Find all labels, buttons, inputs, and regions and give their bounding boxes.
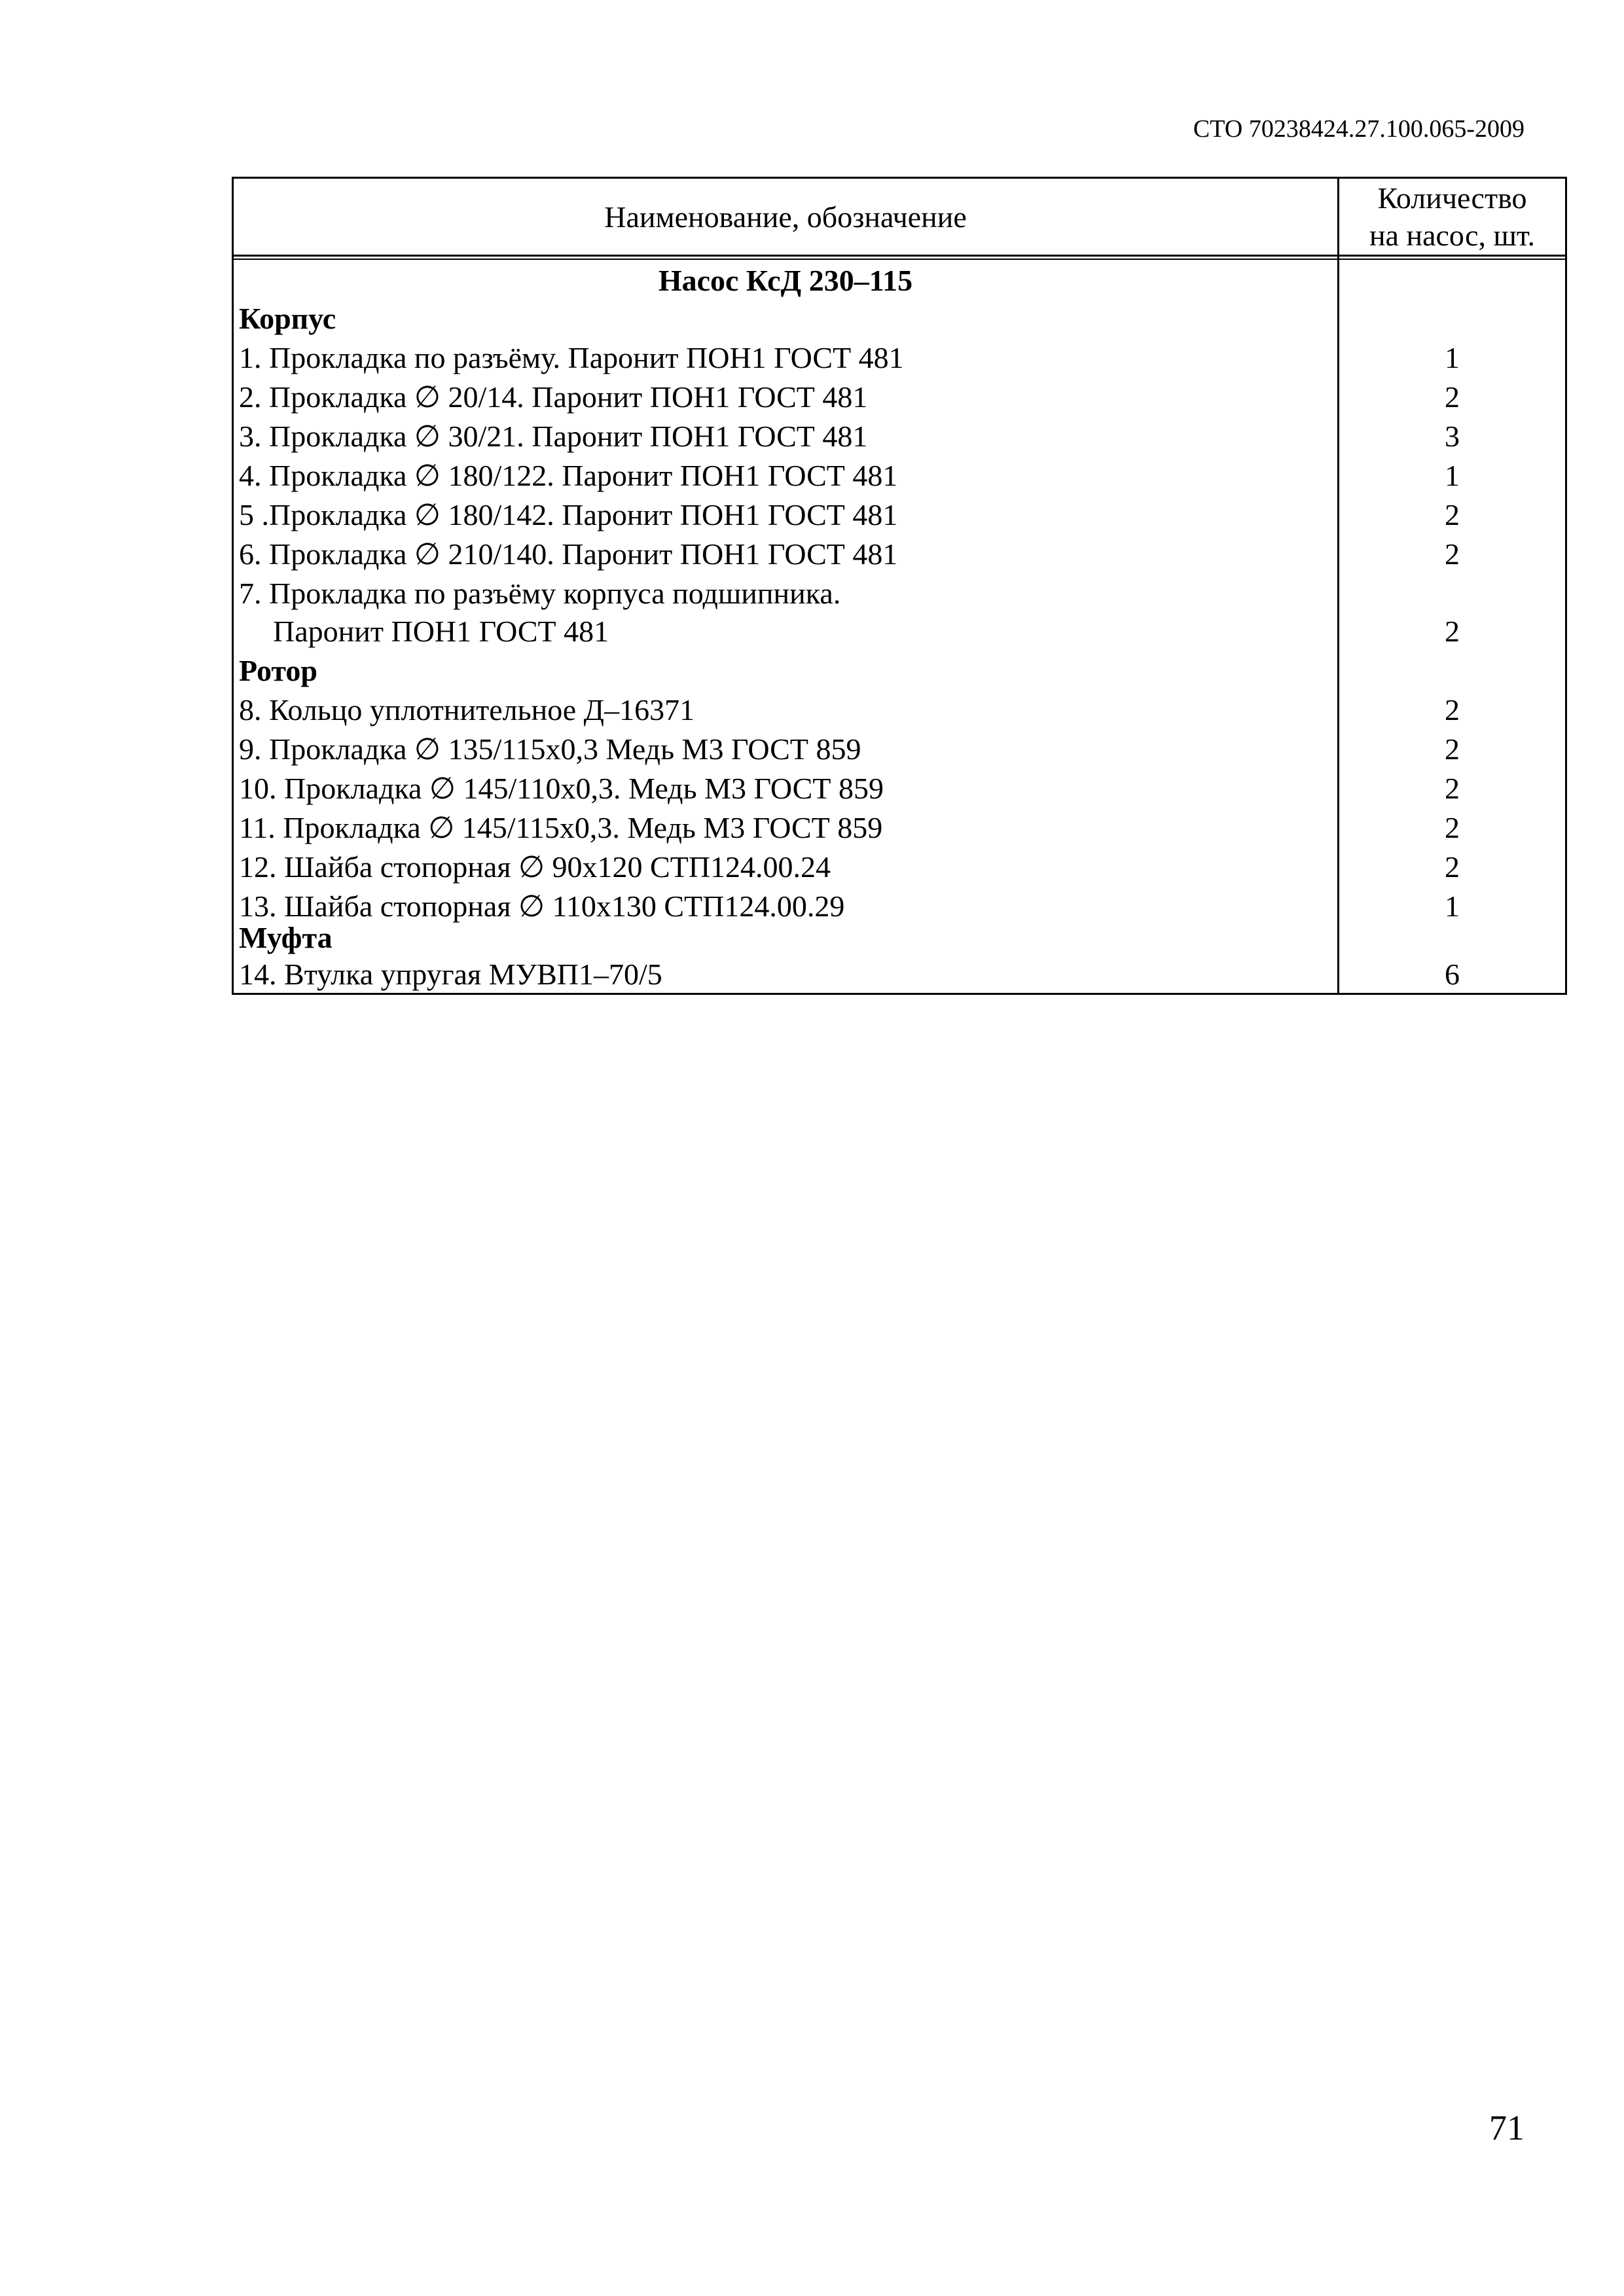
table-row	[234, 955, 1565, 994]
item-quantity: 2	[1445, 380, 1460, 414]
section-title-coupling: Муфта	[239, 921, 333, 954]
item-name: 10. Прокладка ∅ 145/110х0,3. Медь М3 ГОСТ 859	[239, 772, 884, 805]
item-quantity: 2	[1445, 850, 1460, 884]
table-row	[234, 848, 1565, 887]
item-name: 6. Прокладка ∅ 210/140. Паронит ПОН1 ГОСТ 481	[239, 537, 898, 571]
section-title-rotor: Ротор	[239, 654, 317, 687]
header-divider	[234, 255, 1565, 257]
item-quantity: 6	[1445, 958, 1460, 991]
table-row	[234, 612, 1565, 651]
header-divider-secondary	[234, 259, 1565, 260]
item-name: 8. Кольцо уплотнительное Д–16371	[239, 693, 695, 726]
item-quantity: 3	[1445, 420, 1460, 453]
item-name: 11. Прокладка ∅ 145/115х0,3. Медь М3 ГОСТ 859	[239, 811, 883, 844]
spare-parts-table	[232, 177, 1567, 995]
table-row	[234, 535, 1565, 574]
item-name: 1. Прокладка по разъёму. Паронит ПОН1 ГОСТ 481	[239, 341, 904, 374]
table-row	[234, 730, 1565, 769]
table-row-pump-title	[234, 261, 1565, 300]
item-name: 3. Прокладка ∅ 30/21. Паронит ПОН1 ГОСТ 481	[239, 420, 868, 453]
item-name: 7. Прокладка по разъёму корпуса подшипника.	[239, 577, 841, 610]
item-name: 14. Втулка упругая МУВП1–70/5	[239, 958, 662, 991]
item-quantity: 2	[1445, 537, 1460, 571]
table-row	[234, 456, 1565, 495]
section-title-housing: Корпус	[239, 302, 336, 335]
item-name: 2. Прокладка ∅ 20/14. Паронит ПОН1 ГОСТ 481	[239, 380, 868, 414]
table-row	[234, 691, 1565, 730]
column-header-quantity-line1: Количество	[1377, 181, 1527, 215]
item-name-continuation: Паронит ПОН1 ГОСТ 481	[273, 615, 609, 648]
item-quantity: 2	[1445, 732, 1460, 766]
table-row	[234, 495, 1565, 535]
table-row	[234, 338, 1565, 378]
column-header-name: Наименование, обозначение	[604, 200, 967, 234]
table-row	[234, 417, 1565, 456]
table-row	[234, 378, 1565, 417]
item-quantity: 1	[1445, 889, 1460, 923]
item-quantity: 2	[1445, 693, 1460, 726]
table-row	[234, 574, 1565, 613]
item-name: 13. Шайба стопорная ∅ 110х130 СТП124.00.29	[239, 889, 845, 923]
item-quantity: 2	[1445, 811, 1460, 844]
item-quantity: 2	[1445, 615, 1460, 648]
item-quantity: 2	[1445, 772, 1460, 805]
pump-model-title: Насос КсД 230–115	[658, 264, 913, 297]
table-row-section-rotor	[234, 651, 1565, 691]
item-name: 5 .Прокладка ∅ 180/142. Паронит ПОН1 ГОСТ 481	[239, 498, 898, 531]
column-header-quantity	[1339, 179, 1565, 255]
table-row-section-coupling	[234, 918, 1565, 958]
table-row	[234, 808, 1565, 848]
item-name: 4. Прокладка ∅ 180/122. Паронит ПОН1 ГОСТ 481	[239, 459, 898, 492]
page-number: 71	[1489, 2108, 1525, 2147]
item-quantity: 1	[1445, 341, 1460, 374]
item-quantity: 2	[1445, 498, 1460, 531]
table-row	[234, 769, 1565, 808]
column-header-quantity-line2: на насос, шт.	[1369, 219, 1536, 252]
item-name: 12. Шайба стопорная ∅ 90х120 СТП124.00.24	[239, 850, 831, 884]
table-row-section-housing	[234, 299, 1565, 338]
item-name: 9. Прокладка ∅ 135/115х0,3 Медь М3 ГОСТ 859	[239, 732, 861, 766]
item-quantity: 1	[1445, 459, 1460, 492]
document-code: СТО 70238424.27.100.065-2009	[1193, 115, 1525, 143]
